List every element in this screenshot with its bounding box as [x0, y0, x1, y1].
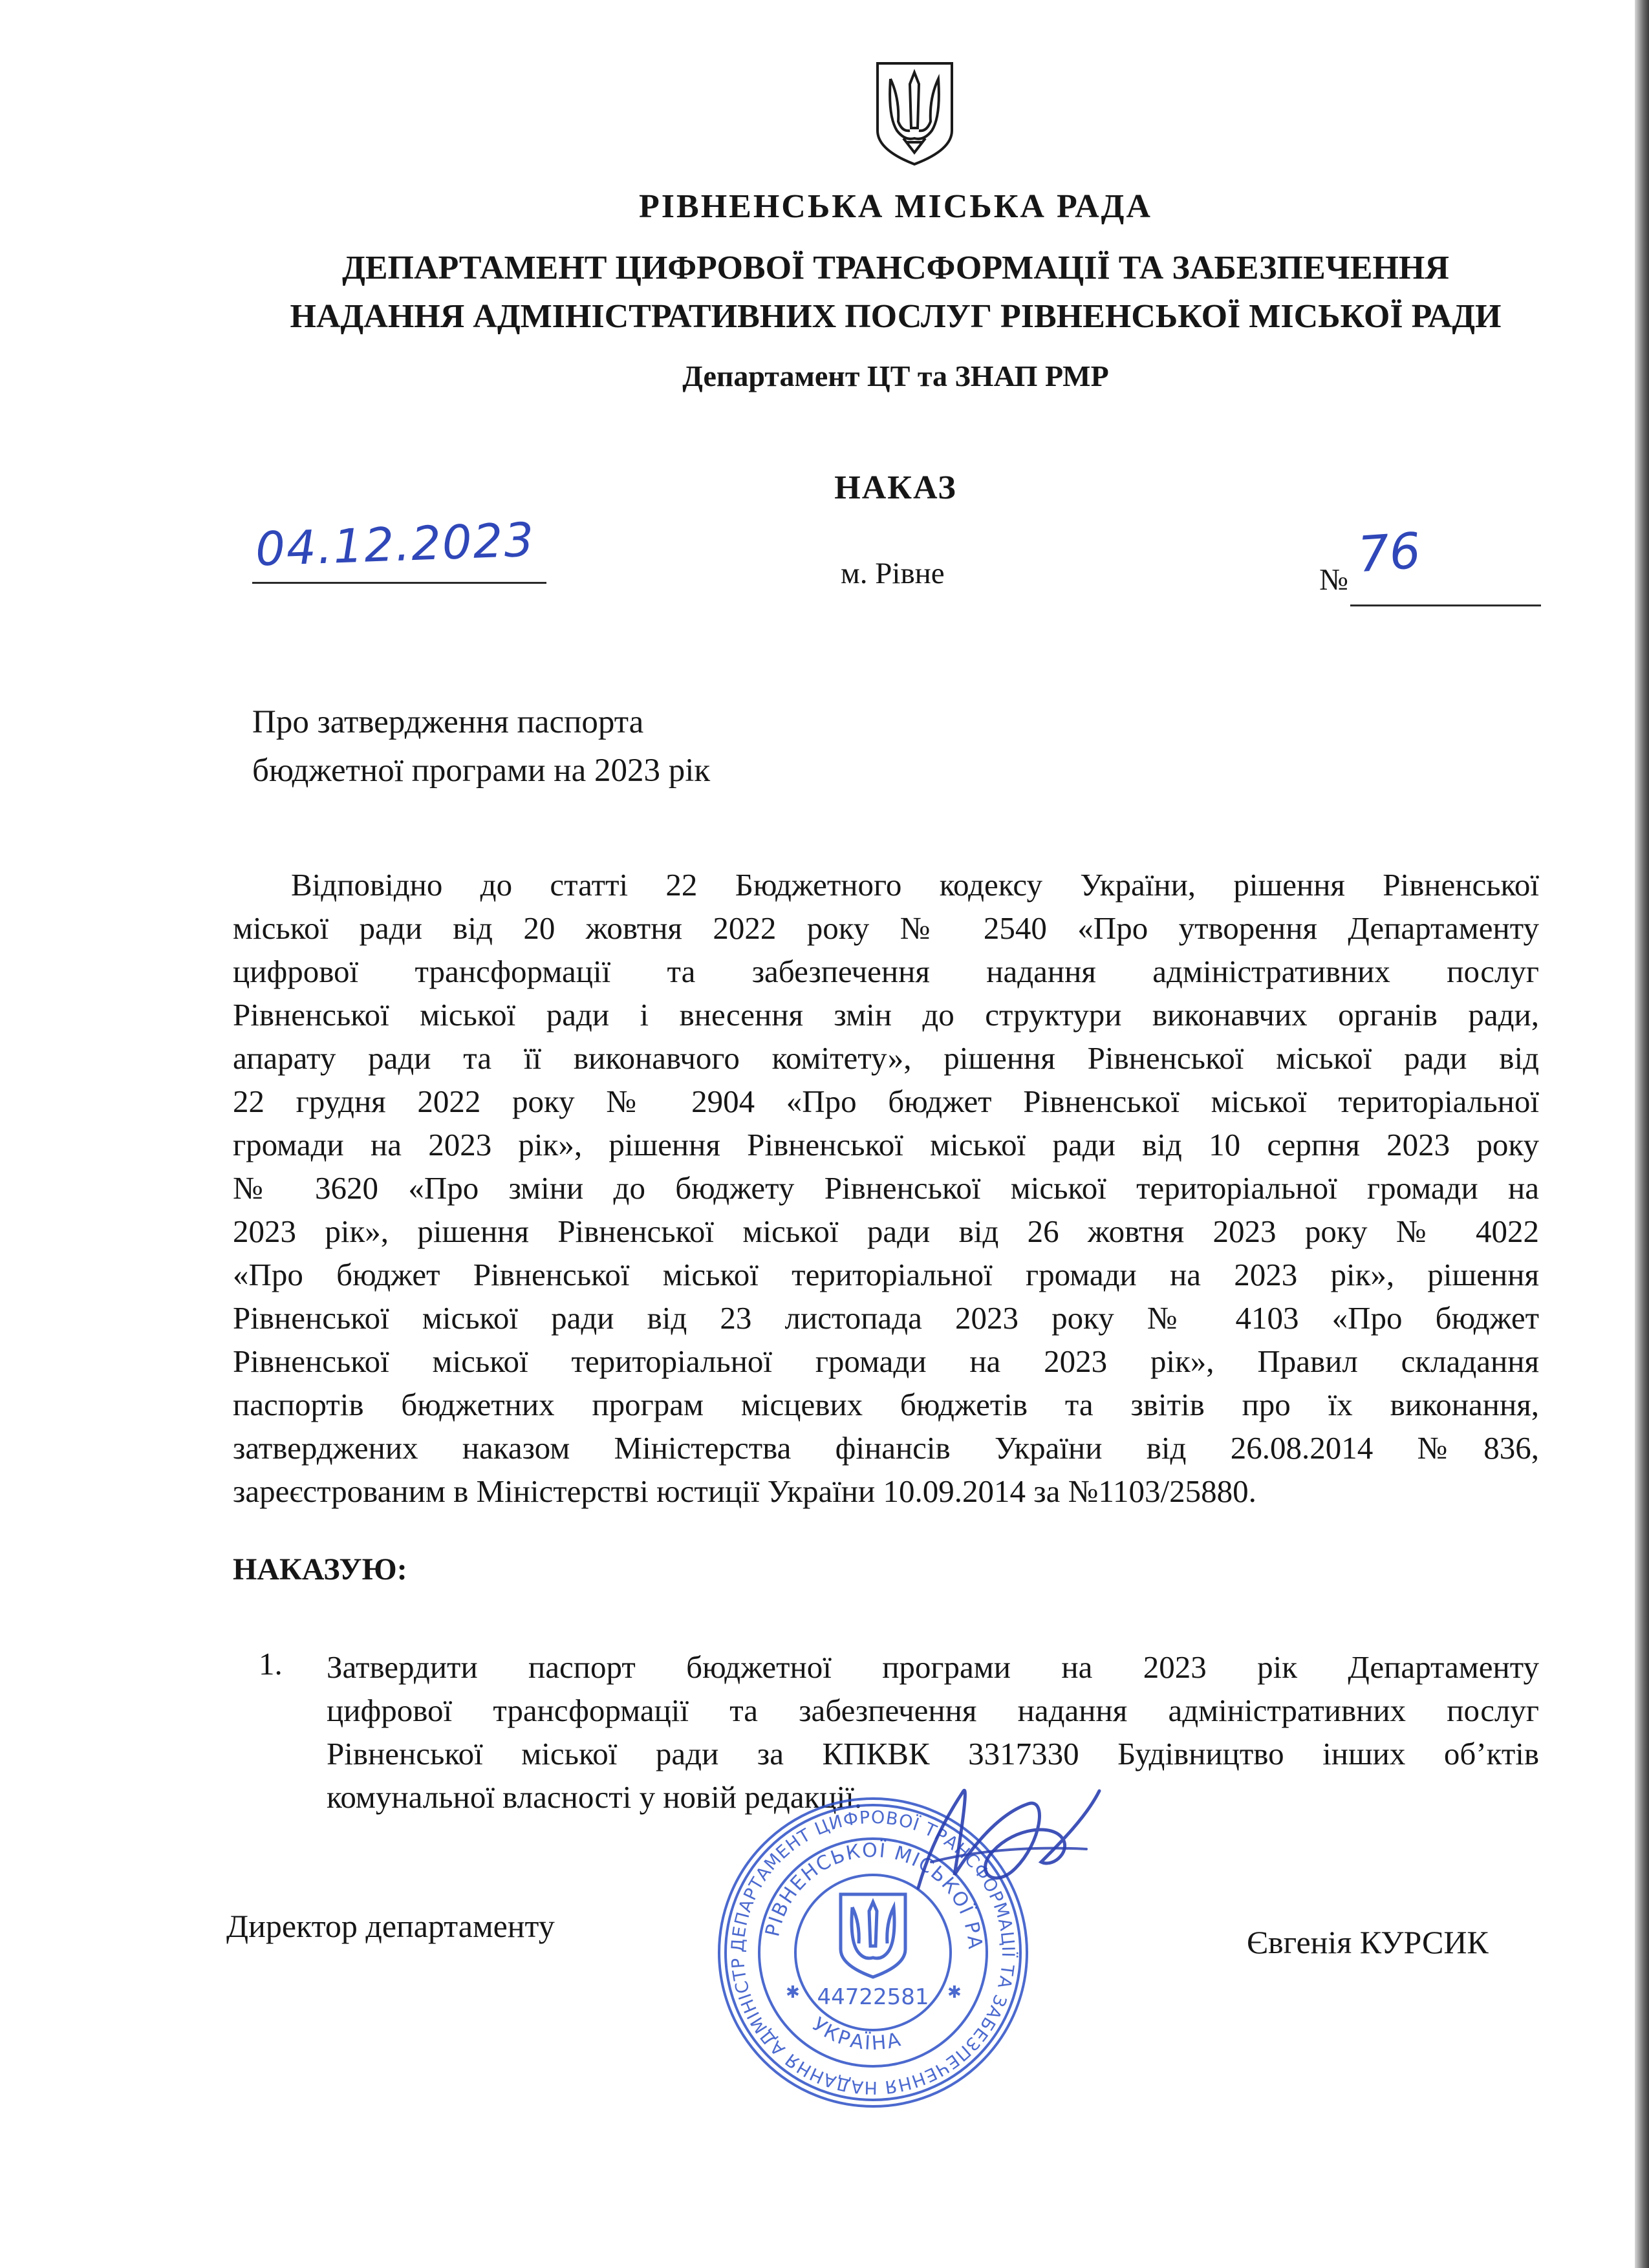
- paragraph-line: апарату ради та її виконавчого комітету», рішення Рівненської міської ради від: [233, 1040, 1539, 1076]
- order-item-line: Рівненської міської ради за КПКВК 3317330 Будівництво інших об’ктів: [327, 1736, 1539, 1771]
- trident-icon: [871, 58, 958, 171]
- signatory-position: Директор департаменту: [226, 1908, 555, 1944]
- handwritten-date: 04.12.2023: [254, 512, 536, 577]
- order-item-line: комунальної власності у новій редакції.: [327, 1779, 863, 1815]
- svg-text:✱: ✱: [947, 1983, 962, 2002]
- paragraph-line: 2023 рік», рішення Рівненської міської ради від 26 жовтня 2023 року № 4022: [233, 1214, 1539, 1249]
- department-title-line-2: НАДАННЯ АДМІНІСТРАТИВНИХ ПОСЛУГ РІВНЕНСЬКОЇ МІСЬКОЇ РАДИ: [290, 298, 1502, 335]
- stamp-inner-text: РІВНЕНСЬКОЇ МІСЬКОЇ РА: [761, 1839, 987, 1951]
- signatory-name: Євгенія КУРСИК: [1247, 1924, 1489, 1960]
- stamp-outer-text: ДЕПАРТАМЕНТ ЦИФРОВОЇ ТРАНСФОРМАЦІЇ ТА ЗАБЕЗПЕЧЕННЯ НАДАННЯ АДМІНІСТР: [727, 1807, 1018, 2098]
- stamp-country: УКРАЇНА: [808, 2013, 905, 2055]
- order-heading: НАКАЗУЮ:: [233, 1552, 407, 1587]
- order-item-number: 1.: [259, 1646, 283, 1682]
- order-item-line: цифрової трансформації та забезпечення надання адміністративних послуг: [327, 1693, 1539, 1728]
- paragraph-line: Відповідно до статті 22 Бюджетного кодексу України, рішення Рівненської: [291, 867, 1539, 903]
- paragraph-line: Рівненської міської ради від 23 листопада 2023 року № 4103 «Про бюджет: [233, 1300, 1539, 1336]
- paragraph-line: 22 грудня 2022 року № 2904 «Про бюджет Рівненської міської територіальної: [233, 1084, 1539, 1119]
- city-label: м. Рівне: [841, 557, 945, 590]
- order-subject: [252, 698, 710, 795]
- paragraph-line: Рівненської міської ради і внесення змін до структури виконавчих органів ради,: [233, 997, 1539, 1032]
- paragraph-line: затверджених наказом Міністерства фінансів України від 26.08.2014 №836,: [233, 1430, 1539, 1466]
- paragraph-line: громади на 2023 рік», рішення Рівненської міської ради від 10 серпня 2023 року: [233, 1127, 1539, 1162]
- basis-paragraph: [233, 863, 1539, 1513]
- svg-text:✱: ✱: [786, 1983, 800, 2002]
- council-title: РІВНЕНСЬКА МІСЬКА РАДА: [639, 188, 1152, 225]
- paragraph-line: зареєстрованим в Міністерстві юстиції України 10.09.2014 за №1103/25880.: [233, 1473, 1256, 1509]
- paragraph-line: Рівненської міської територіальної громади на 2023 рік», Правил складання: [233, 1343, 1539, 1379]
- svg-text:УКРАЇНА: [808, 2013, 905, 2055]
- handwritten-signature: [892, 1765, 1112, 1936]
- department-title-line-1: ДЕПАРТАМЕНТ ЦИФРОВОЇ ТРАНСФОРМАЦІЇ ТА ЗАБЕЗПЕЧЕННЯ: [342, 250, 1449, 286]
- scan-edge-shadow: [1635, 0, 1649, 2268]
- stamp-code: 44722581: [817, 1984, 929, 2010]
- handwritten-number: 76: [1356, 521, 1423, 584]
- number-label: №: [1319, 563, 1348, 597]
- paragraph-line: «Про бюджет Рівненської міської територіальної громади на 2023 рік», рішення: [233, 1257, 1539, 1292]
- date-underline: [252, 582, 546, 584]
- document-type: НАКАЗ: [834, 469, 957, 506]
- subject-line: Про затвердження паспорта: [252, 704, 644, 740]
- number-underline: [1350, 604, 1541, 606]
- order-item-line: Затвердити паспорт бюджетної програми на 2023 рік Департаменту: [327, 1649, 1539, 1685]
- subject-line: бюджетної програми на 2023 рік: [252, 753, 711, 789]
- paragraph-line: міської ради від 20 жовтня 2022 року № 2540 «Про утворення Департаменту: [233, 910, 1539, 946]
- department-short-name: Департамент ЦТ та ЗНАП РМР: [682, 359, 1109, 392]
- paragraph-line: № 3620 «Про зміни до бюджету Рівненської міської територіальної громади на: [233, 1170, 1539, 1206]
- paragraph-line: паспортів бюджетних програм місцевих бюджетів та звітів про їх виконання,: [233, 1387, 1539, 1422]
- paragraph-line: цифрової трансформації та забезпечення надання адміністративних послуг: [233, 954, 1539, 989]
